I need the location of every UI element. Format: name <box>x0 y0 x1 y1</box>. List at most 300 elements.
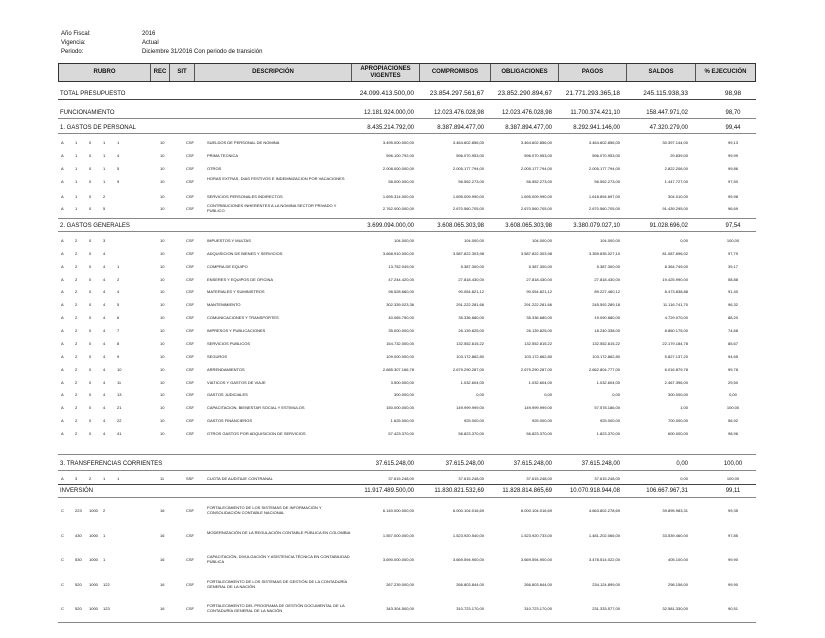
rubro-cell: 1000 <box>89 582 98 587</box>
amount-cell: 3.587.822.303,98 <box>452 251 484 256</box>
amount-cell: 40.065.750,00 <box>388 315 414 320</box>
rec-cell: 10 <box>160 367 165 372</box>
amount-cell: 90,51 <box>727 606 738 611</box>
rubro-cell: 7 <box>117 328 120 333</box>
amount-cell: 3.587.822.303,98 <box>520 251 552 256</box>
amount-cell: 1.032.604,00 <box>596 380 620 385</box>
description-cell: MATERIALES Y SUMINISTROS <box>207 289 265 294</box>
rubro-cell: C <box>61 606 64 611</box>
description-cell: CUOTA DE AUDITAJE CONTRANAL <box>207 476 273 481</box>
amount-cell: 57.578.186,00 <box>594 405 620 410</box>
rubro-cell: 0 <box>89 264 92 269</box>
amount-cell: 2.670.560.705,00 <box>588 206 620 211</box>
divider <box>58 218 756 219</box>
rubro-cell: 4 <box>103 354 106 359</box>
rubro-cell: 9 <box>117 354 120 359</box>
description-cell: FORTALECIMIENTO DE LOS SISTEMAS DE GESTIÓN DE LA CONTADURÍA GENERAL DE LA NACIÓN <box>207 579 347 589</box>
divider <box>58 622 756 623</box>
amount-cell: 11.116.741,70 <box>663 302 688 307</box>
amount-cell: 158.447.971,02 <box>646 110 688 116</box>
amount-cell: 1.695.009.990,00 <box>452 194 484 199</box>
rubro-cell: 4 <box>103 405 106 410</box>
amount-cell: 96,32 <box>727 302 738 307</box>
amount-cell: 37.615.248,00 <box>388 476 414 481</box>
rubro-cell: 13 <box>117 392 122 397</box>
rubro-cell: 1 <box>75 194 78 199</box>
rubro-cell: 5 <box>117 166 120 171</box>
amount-cell: 1.695.314.000,00 <box>382 194 414 199</box>
sit-cell: CSF <box>186 140 194 145</box>
amount-cell: 3.464.602.856,00 <box>452 140 484 145</box>
rubro-cell: 1 <box>103 140 106 145</box>
rubro-cell: A <box>61 238 64 243</box>
amount-cell: 245.115.938,33 <box>643 90 688 97</box>
amount-cell: 88,20 <box>727 315 738 320</box>
rubro-cell: 2 <box>75 251 78 256</box>
sit-cell: CSF <box>186 606 194 611</box>
description-cell: IMPRESOS Y PUBLICACIONES <box>207 328 266 333</box>
rubro-cell: 1 <box>75 179 78 184</box>
amount-cell: 37.615.248,00 <box>445 461 484 467</box>
amount-cell: 106.667.967,31 <box>646 488 688 494</box>
rubro-cell: 1 <box>75 140 78 145</box>
amount-cell: 56.823.370,00 <box>458 431 484 436</box>
amount-cell: 0,00 <box>680 238 688 243</box>
rec-cell: 10 <box>160 264 165 269</box>
rubro-cell: C <box>61 508 64 513</box>
divider <box>58 118 756 119</box>
description-cell: IMPUESTOS Y MULTAS <box>207 238 251 243</box>
amount-cell: 26.139.825,00 <box>458 328 484 333</box>
rubro-cell: 0 <box>89 206 92 211</box>
amount-cell: 310.723.170,00 <box>524 606 552 611</box>
amount-cell: 154.732.000,00 <box>386 341 414 346</box>
rubro-cell: 2 <box>75 431 78 436</box>
rubro-cell: 0 <box>89 166 92 171</box>
amount-cell: 266.803.844,00 <box>524 582 552 587</box>
amount-cell: 11.700.374.421,10 <box>570 110 620 116</box>
rubro-cell: 0 <box>89 405 92 410</box>
amount-cell: 109.000.000,00 <box>386 354 414 359</box>
rubro-cell: A <box>61 476 64 481</box>
amount-cell: 103.172.862,80 <box>524 354 552 359</box>
amount-cell: 925.000,00 <box>463 418 484 423</box>
description-cell: OTROS GASTOS POR ADQUISICION DE SERVICIOS <box>207 431 306 436</box>
rubro-cell: A <box>61 354 64 359</box>
amount-cell: 5.387.300,00 <box>596 264 620 269</box>
rubro-cell: 0 <box>89 194 92 199</box>
amount-cell: 85,67 <box>727 341 738 346</box>
amount-cell: 1.481.202.066,00 <box>588 533 620 538</box>
amount-cell: 2.005.177.794,00 <box>520 166 552 171</box>
rec-cell: 10 <box>160 354 165 359</box>
sit-cell: CSF <box>186 251 194 256</box>
amount-cell: 30.397.144,00 <box>662 140 688 145</box>
sit-cell: CSF <box>186 166 194 171</box>
rubro-cell: 1 <box>75 153 78 158</box>
amount-cell: 8.860.175,00 <box>664 328 688 333</box>
rubro-cell: 1000 <box>89 606 98 611</box>
rubro-cell: A <box>61 392 64 397</box>
divider <box>58 470 756 471</box>
amount-cell: 98,70 <box>725 110 741 116</box>
column-header: SALDOS <box>627 64 696 81</box>
header-label: Vigencia: <box>61 40 86 46</box>
amount-cell: 100,00 <box>723 461 743 467</box>
column-header: PAGOS <box>559 64 627 81</box>
amount-cell: 1.695.009.990,00 <box>520 194 552 199</box>
amount-cell: 97,79 <box>727 251 738 256</box>
sit-cell: CSF <box>186 367 194 372</box>
amount-cell: 2.008.000.000,00 <box>382 166 414 171</box>
rubro-cell: 123 <box>103 606 110 611</box>
rubro-cell: 2 <box>75 302 78 307</box>
rubro-cell: 0 <box>89 431 92 436</box>
rec-cell: 10 <box>160 238 165 243</box>
sit-cell: CSF <box>186 431 194 436</box>
rubro-cell: A <box>61 380 64 385</box>
rubro-cell: A <box>61 264 64 269</box>
amount-cell: 3.495.000.000,00 <box>382 140 414 145</box>
rubro-cell: 0 <box>89 179 92 184</box>
rubro-cell: 1 <box>103 179 106 184</box>
rubro-cell: 3 <box>75 476 78 481</box>
description-cell: ADQUISICION DE BIENES Y SERVICIOS <box>207 251 283 256</box>
amount-cell: 99,11 <box>725 488 741 494</box>
row-label: INVERSIÓN <box>60 488 94 494</box>
amount-cell: 6.000.104.016,69 <box>452 508 484 513</box>
amount-cell: 8.473.838,88 <box>664 289 688 294</box>
rubro-cell: 10 <box>117 367 122 372</box>
amount-cell: 1.557.000.000,00 <box>382 533 414 538</box>
rubro-cell: 1000 <box>89 508 98 513</box>
amount-cell: 11.828.814.865,69 <box>502 488 552 494</box>
amount-cell: 298.156,00 <box>667 582 688 587</box>
rubro-cell: 0 <box>89 315 92 320</box>
rubro-cell: A <box>61 405 64 410</box>
rubro-cell: 41 <box>117 431 122 436</box>
description-cell: SEGUROS <box>207 354 228 359</box>
rubro-cell: A <box>61 418 64 423</box>
rubro-cell: A <box>61 328 64 333</box>
amount-cell: 3.464.602.856,00 <box>588 140 620 145</box>
rubro-cell: C <box>61 533 64 538</box>
amount-cell: 6.140.000.000,00 <box>382 508 414 513</box>
amount-cell: 104.000,00 <box>531 238 552 243</box>
rubro-cell: 2 <box>75 418 78 423</box>
amount-cell: 4.729.070,00 <box>664 315 688 320</box>
amount-cell: 37.615.248,00 <box>594 476 620 481</box>
rubro-cell: 430 <box>75 533 82 538</box>
sit-cell: CSF <box>186 179 194 184</box>
description-cell: CONTRIBUCIONES INHERENTES A LA NOMINA SECTOR PRIVADO Y PUBLICO <box>207 203 337 213</box>
rubro-cell: 4 <box>103 289 106 294</box>
amount-cell: 2.679.290.287,00 <box>520 367 552 372</box>
column-header: RUBRO <box>59 64 151 81</box>
sit-cell: CSF <box>186 315 194 320</box>
amount-cell: 1.823.370,00 <box>596 431 620 436</box>
amount-cell: 56.552.273,00 <box>458 179 484 184</box>
amount-cell: 97,85 <box>727 533 738 538</box>
rec-cell: 10 <box>160 140 165 145</box>
header-value: Diciembre 31/2016 Con periodo de transición <box>142 49 263 55</box>
rubro-cell: 3 <box>103 238 106 243</box>
amount-cell: 99,98 <box>727 194 738 199</box>
sit-cell: CSF <box>186 153 194 158</box>
amount-cell: 5.827.137,20 <box>664 354 688 359</box>
report-header <box>61 30 361 58</box>
divider <box>58 497 756 498</box>
amount-cell: 32.581.330,00 <box>662 606 688 611</box>
amount-cell: 37.615.248,00 <box>458 476 484 481</box>
rubro-cell: 1 <box>103 476 106 481</box>
amount-cell: 267.239.000,00 <box>386 582 414 587</box>
amount-cell: 3.668.910.000,00 <box>382 251 414 256</box>
rubro-cell: 2 <box>75 380 78 385</box>
amount-cell: 91.028.696,02 <box>649 223 688 229</box>
amount-cell: 132.552.815,22 <box>592 341 620 346</box>
rubro-cell: 4 <box>103 251 106 256</box>
rec-cell: 10 <box>160 251 165 256</box>
amount-cell: 302.339.023,36 <box>386 302 414 307</box>
amount-cell: 103.172.862,80 <box>456 354 484 359</box>
amount-cell: 56.552.273,00 <box>594 179 620 184</box>
amount-cell: 27.818.430,00 <box>458 277 484 282</box>
amount-cell: 104.000,00 <box>599 238 620 243</box>
amount-cell: 1.523.920.733,00 <box>520 533 552 538</box>
rubro-cell: 530 <box>75 557 82 562</box>
rubro-cell: 1 <box>103 153 106 158</box>
amount-cell: 100,00 <box>726 238 740 243</box>
column-header: % EJECUCIÓN <box>704 69 747 75</box>
amount-cell: 58,88 <box>727 277 738 282</box>
description-cell: SERVICIOS PUBLICOS <box>207 341 251 346</box>
rec-cell: 10 <box>160 289 165 294</box>
amount-cell: 304.010,00 <box>667 194 688 199</box>
amount-cell: 0,00 <box>612 392 620 397</box>
sit-cell: CSF <box>186 289 194 294</box>
amount-cell: 26.139.825,00 <box>526 328 552 333</box>
rubro-cell: 2 <box>89 476 92 481</box>
description-cell: OTROS <box>207 166 222 171</box>
rubro-cell: 0 <box>89 367 92 372</box>
amount-cell: 99,35 <box>727 508 738 513</box>
rubro-cell: 0 <box>89 277 92 282</box>
amount-cell: 81.087.696,02 <box>662 251 688 256</box>
amount-cell: 300.000,00 <box>667 392 688 397</box>
rec-cell: 16 <box>160 533 165 538</box>
description-cell: COMUNICACIONES Y TRANSPORTES <box>207 315 279 320</box>
description-cell: SERVICIOS PERSONALES INDIRECTOS <box>207 194 283 199</box>
amount-cell: 3.669.594.900,00 <box>452 557 484 562</box>
rec-cell: 10 <box>160 328 165 333</box>
amount-cell: 925.000,00 <box>531 418 552 423</box>
description-cell: SUELDOS DE PERSONAL DE NOMINA <box>207 140 280 145</box>
amount-cell: 291.222.281,66 <box>524 302 552 307</box>
amount-cell: 2.762.000.000,00 <box>382 206 414 211</box>
amount-cell: 99,13 <box>727 140 738 145</box>
rubro-cell: 0 <box>89 302 92 307</box>
sit-cell: CSF <box>186 533 194 538</box>
amount-cell: 596.070.953,00 <box>456 153 484 158</box>
amount-cell: 132.552.815,22 <box>456 341 484 346</box>
amount-cell: 925.000,00 <box>599 418 620 423</box>
amount-cell: 24.099.413.500,00 <box>359 90 414 97</box>
rubro-cell: 1 <box>103 557 106 562</box>
amount-cell: 74,68 <box>727 328 738 333</box>
amount-cell: 2.662.804.777,00 <box>588 367 620 372</box>
description-cell: VIATICOS Y GASTOS DE VIAJE <box>207 380 266 385</box>
rubro-cell: 2 <box>75 264 78 269</box>
row-label: 3. TRANSFERENCIAS CORRIENTES <box>60 461 163 467</box>
description-cell: CAPACITACIÓN, DIVULGACIÓN Y ASISTENCIA TÉCNICA EN CONTABILIDAD PÚBLICA <box>207 554 350 564</box>
amount-cell: 5.387.300,00 <box>528 264 552 269</box>
rubro-cell: 2 <box>75 277 78 282</box>
amount-cell: 29,50 <box>727 380 738 385</box>
rubro-cell: 0 <box>89 392 92 397</box>
rubro-cell: 2 <box>75 238 78 243</box>
amount-cell: 149.999.999,00 <box>524 405 552 410</box>
amount-cell: 6.000.104.016,69 <box>520 508 552 513</box>
rubro-cell: 0 <box>89 354 92 359</box>
description-cell: COMPRA DE EQUIPO <box>207 264 248 269</box>
description-cell: GASTOS JUDICIALES <box>207 392 248 397</box>
rubro-cell: 8 <box>117 341 120 346</box>
rubro-cell: 1 <box>103 533 106 538</box>
amount-cell: 23.852.290.894,67 <box>497 90 552 97</box>
amount-cell: 56.823.370,00 <box>526 431 552 436</box>
amount-cell: 35.000.000,00 <box>388 328 414 333</box>
rubro-cell: 1 <box>117 140 120 145</box>
rec-cell: 16 <box>160 557 165 562</box>
amount-cell: 2.467.396,00 <box>664 380 688 385</box>
column-header: COMPROMISOS <box>420 64 491 81</box>
rec-cell: 16 <box>160 582 165 587</box>
amount-cell: 2.005.177.794,00 <box>452 166 484 171</box>
rubro-cell: A <box>61 153 64 158</box>
rubro-cell: A <box>61 179 64 184</box>
column-header: REC <box>151 64 170 81</box>
sit-cell: CSF <box>186 582 194 587</box>
column-header: DESCRIPCIÓN <box>195 64 352 81</box>
amount-cell: 97,54 <box>725 223 741 229</box>
amount-cell: 3.464.602.856,00 <box>520 140 552 145</box>
rubro-cell: 1000 <box>89 557 98 562</box>
amount-cell: 27.818.430,00 <box>594 277 620 282</box>
sit-cell: CSF <box>186 194 194 199</box>
amount-cell: 96,69 <box>727 206 738 211</box>
divider <box>58 133 756 134</box>
amount-cell: 33.539.460,00 <box>662 533 688 538</box>
rubro-cell: 4 <box>103 418 106 423</box>
amount-cell: 97,50 <box>727 179 738 184</box>
sit-cell: CSF <box>186 328 194 333</box>
amount-cell: 291.222.281,66 <box>456 302 484 307</box>
amount-cell: 3.608.065.303,98 <box>505 223 552 229</box>
rubro-cell: 0 <box>89 380 92 385</box>
amount-cell: 99,44 <box>725 125 741 131</box>
amount-cell: 57.423.370,00 <box>388 431 414 436</box>
amount-cell: 3.669.594.900,00 <box>520 557 552 562</box>
amount-cell: 3.608.065.303,98 <box>437 223 484 229</box>
rubro-cell: A <box>61 341 64 346</box>
rubro-cell: A <box>61 251 64 256</box>
amount-cell: 99,78 <box>727 367 738 372</box>
rubro-cell: 4 <box>117 289 120 294</box>
rubro-cell: 4 <box>103 277 106 282</box>
rubro-cell: 4 <box>103 328 106 333</box>
rubro-cell: 0 <box>89 238 92 243</box>
amount-cell: 245.592.289,18 <box>592 302 620 307</box>
rubro-cell: A <box>61 289 64 294</box>
amount-cell: 2.685.307.166,78 <box>382 367 414 372</box>
amount-cell: 310.723.170,00 <box>456 606 484 611</box>
amount-cell: 3.500.000,00 <box>390 380 414 385</box>
rubro-cell: 2 <box>103 194 106 199</box>
amount-cell: 12.023.476.028,98 <box>433 110 484 116</box>
rec-cell: 10 <box>160 405 165 410</box>
rubro-cell: A <box>61 206 64 211</box>
rubro-cell: A <box>61 315 64 320</box>
amount-cell: 27.818.430,00 <box>526 277 552 282</box>
amount-cell: 91.439.295,00 <box>662 206 688 211</box>
amount-cell: 2.005.177.794,00 <box>588 166 620 171</box>
amount-cell: 89.227.460,12 <box>594 289 620 294</box>
amount-cell: 37.615.248,00 <box>581 461 620 467</box>
amount-cell: 56.552.273,00 <box>526 179 552 184</box>
amount-cell: 11.917.489.500,00 <box>364 488 414 494</box>
rec-cell: 16 <box>160 606 165 611</box>
rubro-cell: 21 <box>117 405 122 410</box>
amount-cell: 21.771.293.365,18 <box>565 90 620 97</box>
rubro-cell: 520 <box>75 606 82 611</box>
rubro-cell: A <box>61 302 64 307</box>
amount-cell: 37.615.248,00 <box>375 461 414 467</box>
amount-cell: 12.023.476.028,98 <box>501 110 552 116</box>
rubro-cell: 0 <box>89 341 92 346</box>
amount-cell: 0,00 <box>544 392 552 397</box>
sit-cell: CSF <box>186 557 194 562</box>
rubro-cell: 223 <box>75 508 82 513</box>
rubro-cell: 1000 <box>89 533 98 538</box>
rubro-cell: 11 <box>117 380 122 385</box>
amount-cell: 1.032.604,00 <box>528 380 552 385</box>
rubro-cell: 2 <box>75 328 78 333</box>
amount-cell: 596.070.953,00 <box>592 153 620 158</box>
description-cell: GASTOS FINANCIEROS <box>207 418 253 423</box>
column-header: APROPIACIONES VIGENTES <box>352 64 420 81</box>
rec-cell: 10 <box>160 380 165 385</box>
amount-cell: 35.336.680,00 <box>526 315 552 320</box>
rubro-cell: 4 <box>103 431 106 436</box>
amount-cell: 8.435.214.792,00 <box>367 125 414 131</box>
rubro-cell: 2 <box>75 392 78 397</box>
amount-cell: 91,40 <box>727 289 738 294</box>
amount-cell: 10.070.918.944,08 <box>569 488 620 494</box>
amount-cell: 132.552.815,22 <box>524 341 552 346</box>
amount-cell: 23.854.297.561,67 <box>429 90 484 97</box>
amount-cell: 90.054.821,12 <box>458 289 484 294</box>
rubro-cell: 4 <box>103 264 106 269</box>
amount-cell: 8.387.894.477,00 <box>437 125 484 131</box>
rubro-cell: 9 <box>117 179 120 184</box>
amount-cell: 37.615.248,00 <box>513 461 552 467</box>
row-label: FUNCIONAMIENTO <box>60 110 115 116</box>
amount-cell: 2.822.206,00 <box>664 166 688 171</box>
rec-cell: 10 <box>160 166 165 171</box>
rubro-cell: 0 <box>89 418 92 423</box>
amount-cell: 1.625.000,00 <box>390 418 414 423</box>
